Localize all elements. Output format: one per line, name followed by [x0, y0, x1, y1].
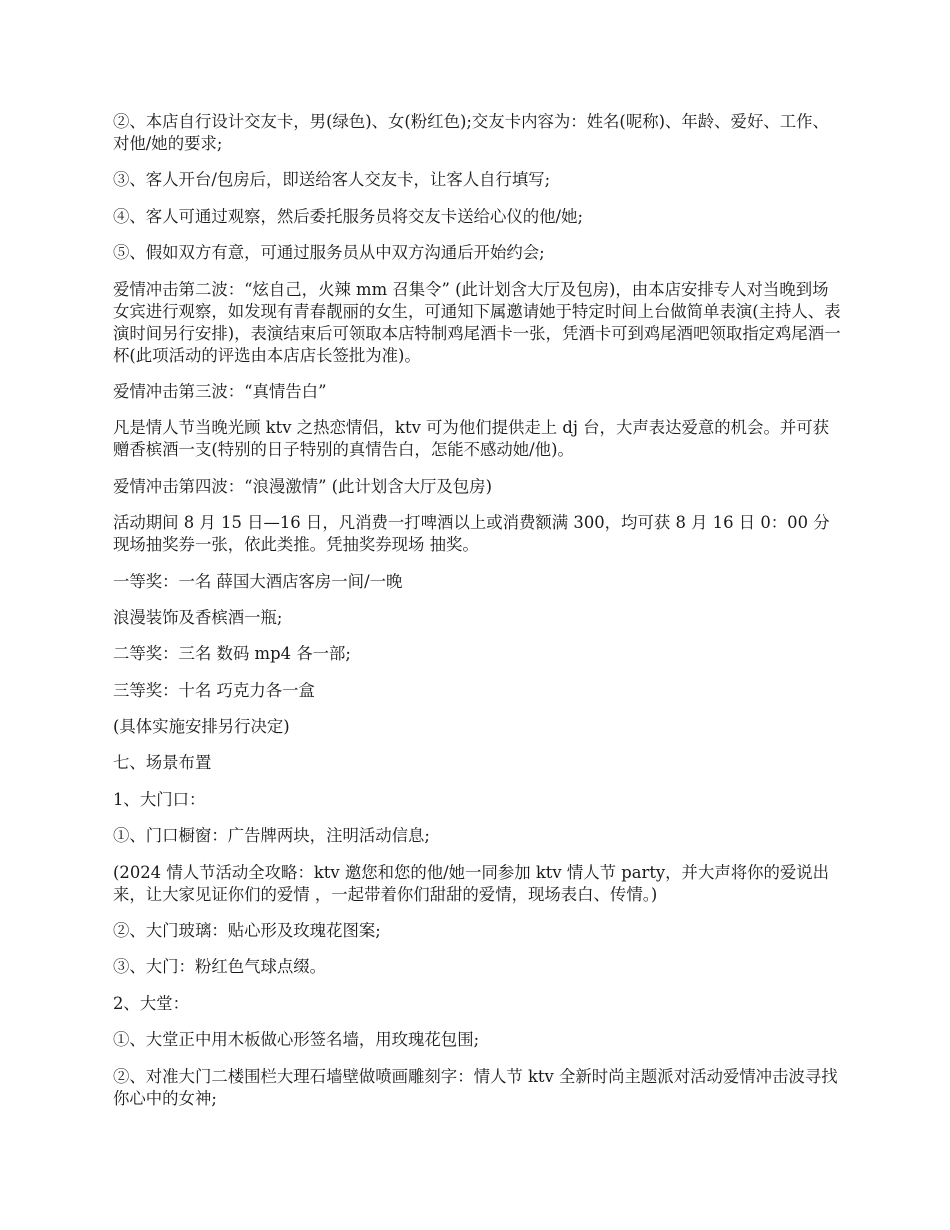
paragraph-card-fill: ③、客人开台/包房后，即送给客人交友卡，让客人自行填写; [113, 170, 551, 190]
paragraph-wave-four-body: 活动期间 8 月 15 日—16 日，凡消费一打啤酒以上或消费额满 300，均可获 8 月 16 日 0：00 分现场抽奖券一张，依此类推。凭抽奖券现场 抽奖。 [113, 513, 830, 555]
paragraph-second-prize: 二等奖：三名 数码 mp4 各一部; [113, 644, 351, 664]
paragraph-ad-text: (2024 情人节活动全攻略：ktv 邀您和您的他/她一同参加 ktv 情人节 party，并大声将你的爱说出来，让大家见证你们的爱情 ，一起带着你们甜甜的爱情，现场表白、传情。) [113, 862, 830, 904]
paragraph-wall-carving: ②、对准大门二楼围栏大理石墙壁做喷画雕刻字：情人节 ktv 全新时尚主题派对活动爱情冲击波寻找你心中的女神; [113, 1066, 838, 1108]
paragraph-first-prize: 一等奖：一名 薛国大酒店客房一间/一晚 [113, 571, 403, 591]
paragraph-wave-four-title: 爱情冲击第四波：“浪漫激情” (此计划含大厅及包房) [113, 476, 492, 496]
subheading-lobby: 2、大堂： [113, 993, 189, 1013]
paragraph-dating: ⑤、假如双方有意，可通过服务员从中双方沟通后开始约会; [113, 243, 545, 263]
paragraph-entrance-window: ①、门口橱窗：广告牌两块，注明活动信息; [113, 826, 430, 846]
paragraph-card-design: ②、本店自行设计交友卡，男(绿色)、女(粉红色);交友卡内容为：姓名(呢称)、年龄、爱好、工作、对他/她的要求; [113, 112, 829, 153]
paragraph-signature-wall: ①、大堂正中用木板做心形签名墙，用玫瑰花包围; [113, 1030, 480, 1050]
paragraph-wave-three-body: 凡是情人节当晚光顾 ktv 之热恋情侣，ktv 可为他们提供走上 dj 台，大声表达爱意的机会。并可获赠香槟酒一支(特别的日子特别的真情告白，怎能不感动她/他)。 [113, 418, 830, 460]
section-heading-scene-layout: 七、场景布置 [113, 753, 212, 773]
subheading-entrance: 1、大门口： [113, 789, 206, 809]
paragraph-card-deliver: ④、客人可通过观察，然后委托服务员将交友卡送给心仪的他/她; [113, 206, 583, 226]
paragraph-third-prize: 三等奖：十名 巧克力各一盒 [113, 680, 315, 700]
paragraph-first-prize-extra: 浪漫装饰及香槟酒一瓶; [113, 607, 283, 627]
document-body [113, 111, 843, 1124]
paragraph-wave-three-title: 爱情冲击第三波：“真情告白” [113, 381, 327, 401]
paragraph-door-balloons: ③、大门：粉红色气球点缀。 [113, 957, 327, 977]
paragraph-door-glass: ②、大门玻璃：贴心形及玫瑰花图案; [113, 921, 381, 941]
paragraph-implementation-note: (具体实施安排另行决定) [113, 717, 290, 737]
paragraph-wave-two: 爱情冲击第二波：“炫自己，火辣 mm 召集令” (此计划含大厅及包房)，由本店安排专人对当晚到场女宾进行观察，如发现有青春靓丽的女生，可通知下属邀请她于特定时间上台做简单表演(主持人、表演时间另行安排)，表演结束后可领取本店特制鸡尾酒卡一张，凭酒卡可到鸡尾酒吧领取指定鸡尾酒一杯(此项活动的评选由本店店长签批为准)。 [113, 279, 841, 365]
